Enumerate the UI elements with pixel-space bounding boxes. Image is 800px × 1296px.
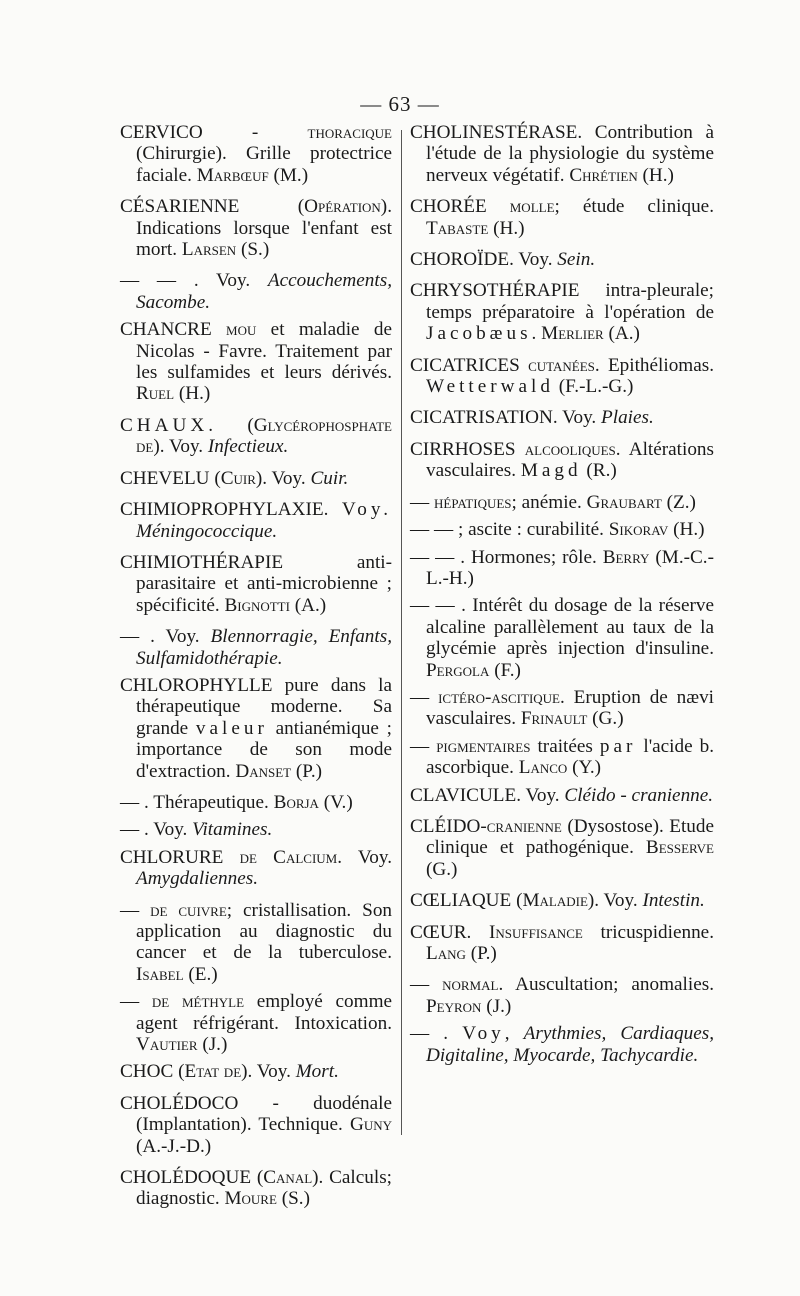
cross-reference-text: Intestin. (642, 890, 705, 912)
small-caps-text: Borja (273, 791, 319, 813)
cross-reference-text: Sein. (557, 249, 596, 271)
index-entry (410, 280, 714, 344)
page-number: — 63 — (360, 92, 440, 116)
small-caps-text: de cuivre (150, 899, 227, 921)
entry-text: (Dysostose). Etude clinique et pathogénique. (426, 815, 714, 859)
entry-text: CHEVELU (120, 467, 215, 489)
entry-text: CHOROÏDE. Voy. (410, 249, 558, 271)
entry-text: CHANCRE (120, 319, 227, 341)
entry-text: traitées (530, 735, 600, 757)
index-entry (410, 249, 714, 270)
entry-text: — — . Voy. (120, 270, 268, 292)
entry-text: — (120, 991, 152, 1013)
cross-reference-text: Accouchements, Sacombe. (136, 270, 392, 313)
small-caps-text: thoracique (307, 122, 392, 143)
entry-text: (Z.) (661, 491, 696, 513)
entry-text: CHLOROPHYLLE pure dans la thérapeutique moderne. Sa grande (120, 674, 392, 739)
small-caps-text: Berry (602, 546, 650, 568)
entry-text: (P.) (291, 760, 323, 782)
entry-text: (M.-C.-L.-H.) (426, 546, 714, 589)
entry-text: ; cristallisation. Son application au diagnostic du cancer et de la tuberculose. (136, 899, 393, 964)
entry-text: . Calculs; diagnostic. (136, 1167, 392, 1210)
entry-text: (S.) (236, 239, 270, 261)
entry-text: (J.) (481, 995, 512, 1017)
small-caps-text: hépatiques (433, 491, 512, 513)
small-caps-text: Merlier (541, 323, 604, 345)
small-caps-text: cutanées (528, 354, 595, 376)
entry-text: (F.-L.-G.) (553, 376, 634, 398)
index-subentry (120, 626, 392, 669)
index-entry (120, 415, 392, 458)
small-caps-text: Larsen (181, 239, 237, 261)
small-caps-text: Moure (224, 1188, 277, 1210)
entry-text: (M.) (268, 164, 309, 186)
entry-text: . Altérations vasculaires. (426, 438, 714, 482)
entry-text: (H.) (174, 383, 211, 405)
entry-text: l'acide b. ascorbique. (426, 735, 715, 779)
entry-text: — (120, 899, 151, 921)
small-caps-text: Danset (235, 760, 292, 782)
entry-text: — — . Hormones; rôle. (410, 546, 603, 568)
entry-text: (H.) (488, 217, 525, 239)
entry-text: Magd (520, 460, 582, 482)
entry-text: (J.) (197, 1034, 228, 1056)
entry-text: CHOLINESTÉRASE. Contribution à l'étude de la physiologie du système nerveux végétatif. (410, 122, 714, 186)
entry-text: CŒLIAQUE (410, 890, 517, 912)
small-caps-text: Isabel (136, 963, 184, 985)
entry-text: (H.) (637, 164, 674, 186)
entry-text: CHAUX (120, 414, 209, 436)
entry-text: — . (410, 1023, 463, 1045)
entry-text: Jacobæus (426, 323, 532, 345)
small-caps-text: Pergola (426, 659, 490, 681)
entry-text: CHOLÉDOCO - duodénale (Implantation). Technique. (120, 1092, 392, 1136)
small-caps-text: Lang (426, 943, 466, 964)
small-caps-text: de méthyle (151, 991, 245, 1013)
small-caps-text: ictéro-ascitique (438, 686, 560, 708)
cross-reference-text: Plaies. (601, 407, 654, 429)
small-caps-text: Marbœuf (196, 164, 269, 186)
entry-text: Voy (462, 1023, 505, 1045)
cross-reference-text: Arythmies, Cardiaques, Digitaline, Myocarde, Tachycardie. (426, 1023, 715, 1066)
entry-text: par (599, 735, 637, 757)
cross-reference-text: Blennorragie, Enfants, Sulfamidothérapie. (136, 626, 392, 669)
small-caps-text: Guny (349, 1114, 392, 1136)
small-caps-text: pigmentaires (436, 735, 531, 757)
entry-text: . Eruption de nævi vasculaires. (426, 686, 714, 730)
small-caps-text: de Calcium (239, 846, 338, 868)
small-caps-text: Lanco (518, 757, 568, 779)
entry-text: . Voy. (159, 436, 208, 458)
index-subentry (410, 687, 714, 730)
entry-text: — (410, 735, 437, 757)
index-entry (120, 499, 392, 542)
entry-text: — (410, 974, 443, 996)
entry-text: . Voy. (262, 467, 311, 489)
index-entry (120, 122, 392, 186)
index-entry (120, 675, 392, 782)
cross-reference-text: Cléido - cranienne. (564, 784, 714, 806)
entry-text: — (410, 491, 434, 513)
entry-text: tricuspidienne. (582, 921, 714, 943)
index-entry (120, 1167, 392, 1210)
index-entry (410, 439, 714, 482)
cross-reference-text: Mort. (295, 1061, 339, 1083)
small-caps-text: Chrétien (569, 164, 638, 186)
index-subentry (410, 595, 714, 681)
entry-text: CHIMIOPROPHYLAXIE. (120, 499, 342, 521)
entry-text: (P.) (465, 943, 497, 964)
entry-text: — — ; ascite : curabilité. (410, 519, 609, 541)
small-caps-text: Vautier (136, 1034, 198, 1056)
index-entry (120, 552, 392, 616)
entry-text: . Indications lorsque l'enfant est mort. (136, 196, 392, 261)
cross-reference-text: Méningococcique. (136, 520, 278, 542)
entry-text: Wetterwald (426, 376, 554, 398)
entry-text: (Chirurgie). Grille protectrice faciale. (136, 143, 392, 186)
left-column (120, 122, 392, 1220)
small-caps-text: (Maladie) (516, 890, 595, 912)
index-entry (410, 355, 714, 398)
index-subentry (120, 991, 392, 1055)
index-subentry (120, 270, 392, 313)
entry-text: employé comme agent réfrigérant. Intoxication. (136, 991, 393, 1034)
index-entry (120, 319, 392, 405)
index-entry (120, 1093, 392, 1157)
cross-reference-text: Amygdaliennes. (136, 868, 259, 890)
small-caps-text: Insuffisance (489, 921, 583, 943)
cross-reference-text: Vitamines. (192, 819, 273, 841)
entry-text: CHOLÉDOQUE (120, 1167, 257, 1189)
entry-text: . Voy. (247, 1061, 296, 1083)
entry-text: (F.) (489, 659, 521, 681)
small-caps-text: (Glycérophosphate de) (136, 414, 392, 458)
small-caps-text: Frinault (520, 708, 588, 730)
entry-text: . Auscultation; anomalies. (498, 974, 714, 996)
right-column (410, 122, 714, 1072)
index-entry (120, 196, 392, 260)
entry-text: — (410, 686, 439, 708)
small-caps-text: Tabaste (426, 217, 489, 239)
small-caps-text: (Etat de) (178, 1061, 248, 1083)
entry-text: CICATRISATION. Voy. (410, 407, 602, 429)
entry-text: . (208, 414, 248, 436)
entry-text: . Voy. (337, 846, 392, 868)
index-subentry (410, 547, 714, 590)
small-caps-text: (Cuir) (214, 467, 263, 489)
column-divider (401, 130, 402, 1135)
index-subentry (410, 974, 714, 1017)
entry-text: CŒUR. (410, 921, 489, 943)
entry-text: CLÉIDO- (410, 815, 487, 837)
small-caps-text: alcooliques (524, 438, 616, 460)
entry-text: . Epithéliomas. (594, 354, 715, 376)
small-caps-text: molle (509, 196, 555, 218)
small-caps-text: Bignotti (224, 594, 290, 616)
small-caps-text: Ruel (136, 383, 175, 405)
cross-reference-text: Cuir. (310, 467, 349, 489)
index-entry (410, 785, 714, 806)
index-entry (410, 122, 714, 186)
index-entry (410, 407, 714, 428)
entry-text: (Y.) (567, 757, 602, 779)
entry-text: CLAVICULE. Voy. (410, 784, 565, 806)
entry-text: (V.) (318, 791, 353, 813)
entry-text: ; étude clinique. (554, 196, 714, 218)
small-caps-text: Sikorav (608, 519, 669, 541)
index-entry (120, 1061, 392, 1082)
index-subentry (120, 792, 392, 813)
index-entry (120, 468, 392, 489)
entry-text: . (531, 323, 542, 345)
small-caps-text: Besserve (645, 837, 714, 859)
index-subentry (410, 492, 714, 513)
index-entry (410, 890, 714, 911)
entry-text: CIRRHOSES (410, 438, 525, 460)
index-subentry (120, 819, 392, 840)
index-entry (410, 922, 714, 965)
index-entry (410, 196, 714, 239)
cross-reference-text: Infectieux. (207, 436, 289, 458)
entry-text: (H.) (668, 519, 705, 541)
entry-text: ; anémie. (511, 491, 587, 513)
small-caps-text: normal (442, 974, 499, 996)
entry-text: (R.) (581, 460, 617, 482)
small-caps-text: (Canal) (256, 1167, 319, 1189)
entry-text: CHRYSOTHÉRAPIE intra-pleurale; temps préparatoire à l'opération de (410, 280, 714, 323)
small-caps-text: mou (226, 319, 257, 341)
index-entry (120, 847, 392, 890)
entry-text: CERVICO - (120, 122, 308, 143)
entry-text: (G.) (587, 708, 624, 730)
entry-text: — . Thérapeutique. (120, 791, 274, 813)
index-entry (410, 816, 714, 880)
index-subentry (410, 736, 714, 779)
small-caps-text: (Opération) (297, 196, 388, 218)
entry-text: CHOC (120, 1061, 179, 1083)
entry-text: CÉSARIENNE (120, 196, 298, 218)
entry-text: (A.) (289, 594, 327, 616)
entry-text: (S.) (276, 1188, 310, 1210)
entry-text: Voy. (341, 499, 392, 521)
small-caps-text: Peyron (426, 995, 482, 1017)
entry-text: — . Voy. (120, 626, 211, 648)
small-caps-text: cranienne (486, 815, 562, 837)
entry-text: CHORÉE (410, 196, 510, 218)
index-subentry (410, 1023, 714, 1066)
entry-text: (A.) (603, 323, 640, 345)
index-subentry (120, 900, 392, 986)
entry-text: (G.) (426, 858, 458, 880)
entry-text: . Voy. (594, 890, 643, 912)
entry-text: (E.) (183, 963, 218, 985)
entry-text: CHLORURE (120, 846, 240, 868)
entry-text: — . Voy. (120, 819, 193, 841)
entry-text: et maladie de Nicolas - Favre. Traitement par les sulfamides et leurs dérivés. (136, 319, 393, 384)
entry-text: antianémique ; importance de son mode d'extraction. (136, 717, 392, 782)
entry-text: CHIMIOTHÉRAPIE anti-parasitaire et anti-microbienne ; spécificité. (120, 551, 392, 616)
entry-text: — — . Intérêt du dosage de la réserve alcaline parallèlement au taux de la glycémie après injection d'insuline. (410, 595, 714, 660)
entry-text: , (504, 1023, 524, 1045)
small-caps-text: Graubart (586, 491, 662, 513)
entry-text: CICATRICES (410, 354, 529, 376)
index-subentry (410, 519, 714, 540)
entry-text: (A.-J.-D.) (136, 1135, 212, 1157)
entry-text: valeur (195, 717, 268, 739)
